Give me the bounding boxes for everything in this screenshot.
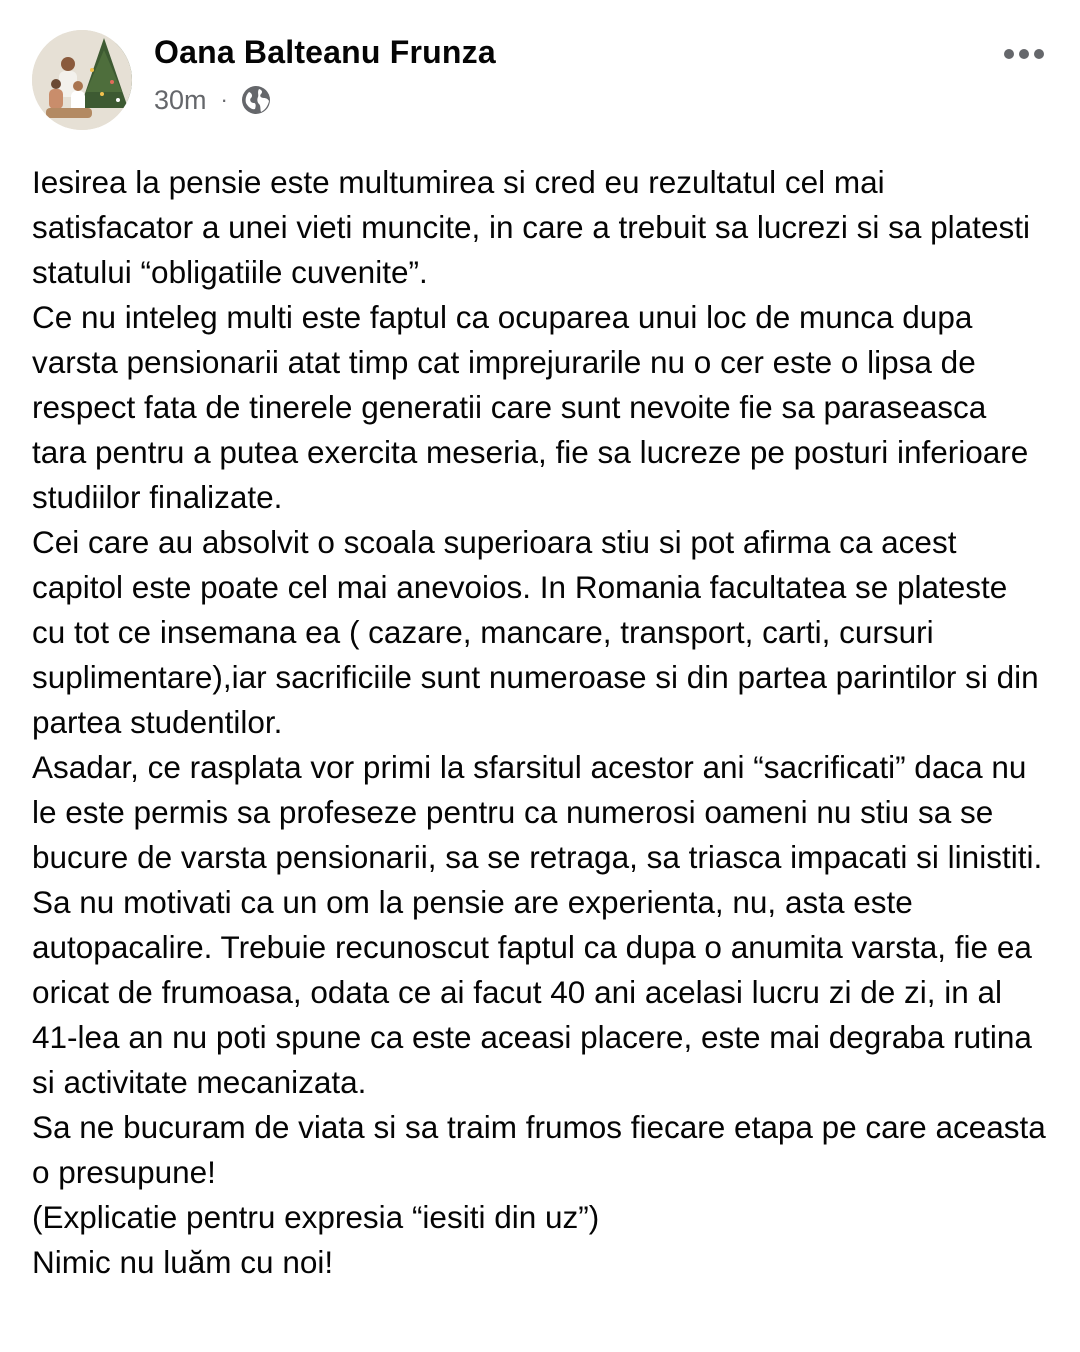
more-options-icon [1019, 49, 1029, 59]
author-name[interactable]: Oana Balteanu Frunza [154, 34, 496, 70]
post-paragraph: Sa nu motivati ca un om la pensie are experienta, nu, asta este autopacalire. Trebuie recunoscut faptul ca dupa o anumita varsta, fie ea oricat de frumoasa, odata ce ai facut 40 ani acelasi lucru zi de zi, in al 41-lea an nu poti spune ca este aceasi placere, este mai degraba rutina si activitate mecanizata. [32, 884, 1032, 1100]
post-paragraph: Nimic nu luăm cu noi! [32, 1244, 334, 1280]
avatar-photo-icon [32, 30, 132, 130]
post-paragraph: Ce nu inteleg multi este faptul ca ocuparea unui loc de munca dupa varsta pensionarii atat timp cat imprejurarile nu o cer este o lipsa de respect fata de tinerele generatii care sunt nevoite fie sa paraseasca tara pentru a putea exercita meseria, fie sa lucreze pe posturi inferioare studiilor finalizate. [32, 299, 1029, 515]
more-options-icon [1034, 49, 1044, 59]
meta-separator: · [220, 87, 228, 112]
author-avatar[interactable] [32, 30, 132, 130]
post-paragraph: Sa ne bucuram de viata si sa traim frumos fiecare etapa pe care aceasta o presupune! [32, 1109, 1046, 1190]
post-paragraph: Asadar, ce rasplata vor primi la sfarsitul acestor ani “sacrificati” daca nu le este permis sa profeseze pentru ca numerosi oameni nu stiu sa se bucure de varsta pensionarii, sa se retraga, sa triasca impacati si linistiti. [32, 749, 1043, 875]
post-paragraph: Iesirea la pensie este multumirea si cred eu rezultatul cel mai satisfacator a unei vieti muncite, in care a trebuit sa lucrezi si sa platesti statului “obligatiile cuvenite”. [32, 164, 1030, 290]
post-paragraph: Cei care au absolvit o scoala superioara stiu si pot afirma ca acest capitol este poate cel mai anevoios. In Romania facultatea se plateste cu tot ce insemana ea ( cazare, mancare, transport, carti, cursuri suplimentare),iar sacrificiile sunt numeroase si din partea parintilor si din partea studentilor. [32, 524, 1039, 740]
globe-icon[interactable] [240, 84, 272, 116]
more-options-button[interactable] [996, 34, 1052, 74]
more-options-icon [1004, 49, 1014, 59]
post-timestamp[interactable]: 30m [154, 84, 207, 115]
post-meta [154, 82, 272, 118]
post-body [32, 160, 1048, 1285]
post-paragraph: (Explicatie pentru expresia “iesiti din uz”) [32, 1199, 600, 1235]
post-header [32, 30, 1052, 134]
